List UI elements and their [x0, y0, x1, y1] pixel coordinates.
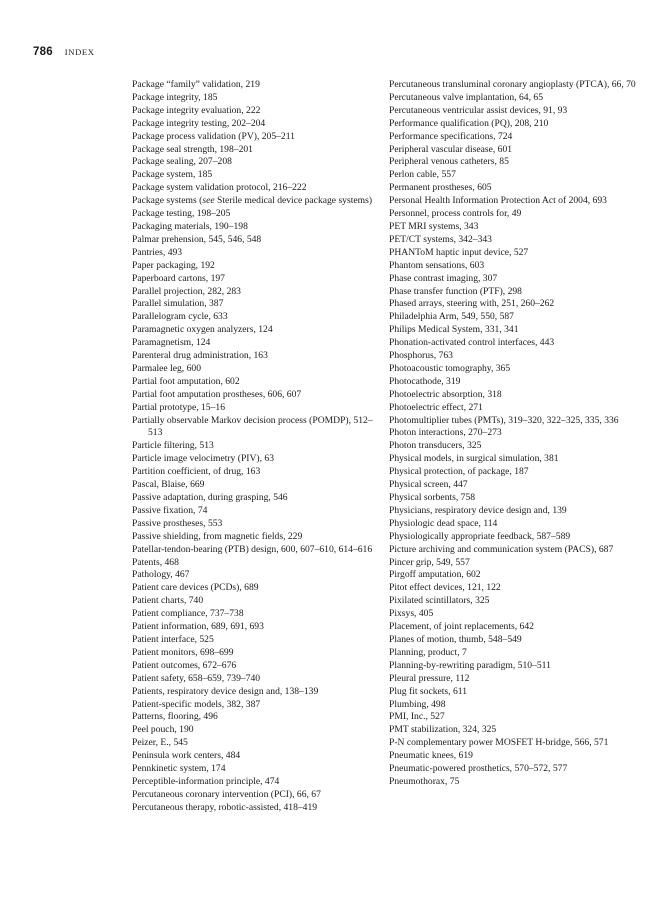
index-entry: Photon transducers, 325 [389, 440, 482, 452]
index-entry: Parenteral drug administration, 163 [132, 350, 268, 362]
index-entry [132, 195, 380, 208]
index-entry: Philadelphia Arm, 549, 550, 587 [389, 311, 514, 323]
index-entry: Pleural pressure, 112 [389, 672, 470, 684]
index-entry: Packaging materials, 190–198 [132, 220, 248, 232]
index-entry: Patient care devices (PCDs), 689 [132, 582, 259, 594]
index-entry: Personnel, process controls for, 49 [389, 208, 522, 220]
index-entry: Peninsula work centers, 484 [132, 750, 241, 762]
index-entry: Patient compliance, 737–738 [132, 608, 244, 620]
index-entry: Phantom sensations, 603 [389, 259, 485, 271]
index-entry: Perlon cable, 557 [389, 169, 456, 181]
index-entry: Pixilated scintillators, 325 [389, 595, 490, 607]
index-entry: PET/CT systems, 342–343 [389, 233, 492, 245]
index-entry: Plumbing, 498 [389, 698, 446, 710]
index-entry: Percutaneous therapy, robotic-assisted, 418–419 [132, 801, 318, 813]
index-entry: Photomultiplier tubes (PMTs), 319–320, 322–325, 335, 336 [389, 414, 619, 426]
index-entry: Patient information, 689, 691, 693 [132, 621, 264, 633]
index-entry: Peripheral venous catheters, 85 [389, 156, 509, 168]
page-header [33, 46, 95, 60]
index-entry: Planes of motion, thumb, 548–549 [389, 633, 522, 645]
index-entry: Paramagnetism, 124 [132, 337, 211, 349]
index-entry: Package testing, 198–205 [132, 208, 231, 220]
index-entry: Phase transfer function (PTF), 298 [389, 285, 522, 297]
page-number: 786 [33, 46, 53, 58]
index-entry: Patient monitors, 698–699 [132, 646, 234, 658]
index-entry: Pitot effect devices, 121, 122 [389, 582, 501, 594]
index-entry: Performance qualification (PQ), 208, 210 [389, 117, 549, 129]
index-entry: Package process validation (PV), 205–211 [132, 130, 295, 142]
index-entry: Patents, 468 [132, 556, 179, 568]
index-entry: Percutaneous valve implantation, 64, 65 [389, 91, 543, 103]
index-entry: Package sealing, 207–208 [132, 156, 232, 168]
index-entry: Paper packaging, 192 [132, 259, 215, 271]
index-entry: Patient outcomes, 672–676 [132, 659, 237, 671]
index-entry: Pennkinetic system, 174 [132, 763, 226, 775]
index-entry: Palmar prehension, 545, 546, 548 [132, 233, 262, 245]
index-entry: Patient safety, 658–659, 739–740 [132, 672, 261, 684]
index-entry: Parallelogram cycle, 633 [132, 311, 228, 323]
index-entry: PET MRI systems, 343 [389, 220, 479, 232]
index-column-right [389, 79, 641, 789]
index-entry: Parallel projection, 282, 283 [132, 285, 241, 297]
index-entry: Performance specifications, 724 [389, 130, 513, 142]
index-entry: Permanent prostheses, 605 [389, 182, 492, 194]
index-entry: Plug fit sockets, 611 [389, 685, 467, 697]
index-entry: Photoelectric effect, 271 [389, 401, 483, 413]
index-entry: Physical screen, 447 [389, 479, 468, 491]
index-entry: Photoelectric absorption, 318 [389, 388, 502, 400]
index-entry: Paramagnetic oxygen analyzers, 124 [132, 324, 273, 336]
index-entry: Percutaneous coronary intervention (PCI), 66, 67 [132, 788, 321, 800]
index-entry: Personal Health Information Protection Act of 2004, 693 [389, 195, 607, 207]
index-entry: Parallel simulation, 387 [132, 298, 224, 310]
index-entry: Package integrity, 185 [132, 91, 218, 103]
index-entry: Peripheral vascular disease, 601 [389, 143, 513, 155]
index-entry: Physicians, respiratory device design and, 139 [389, 504, 567, 516]
index-entry: Package integrity evaluation, 222 [132, 104, 261, 116]
index-entry: Planning-by-rewriting paradigm, 510–511 [389, 659, 551, 671]
index-entry: Photoacoustic tomography, 365 [389, 362, 511, 374]
index-entry: Pascal, Blaise, 669 [132, 479, 205, 491]
index-entry: Passive shielding, from magnetic fields, 229 [132, 530, 303, 542]
index-entry: Partial foot amputation, 602 [132, 375, 240, 387]
index-entry: PMT stabilization, 324, 325 [389, 724, 497, 736]
index-entry: Patient-specific models, 382, 387 [132, 698, 261, 710]
index-entry: Pneumatic knees, 619 [389, 750, 473, 762]
index-entry-italic: see [202, 195, 215, 207]
index-entry: Partially observable Markov decision process (POMDP), 512–513 [132, 414, 373, 439]
index-entry: Parmalee leg, 600 [132, 362, 201, 374]
index-entry: Placement, of joint replacements, 642 [389, 621, 534, 633]
index-entry: Percutaneous ventricular assist devices, 91, 93 [389, 104, 568, 116]
index-entry: Pneumothorax, 75 [389, 775, 460, 787]
index-entry: Planning, product, 7 [389, 646, 467, 658]
running-head: INDEX [64, 47, 95, 57]
index-entry: Physical protection, of package, 187 [389, 466, 529, 478]
index-entry: Physical sorbents, 758 [389, 492, 476, 503]
index-entry: Pirgoff amputation, 602 [389, 569, 481, 581]
index-entry: Phase contrast imaging, 307 [389, 272, 498, 284]
index-entry: Passive prostheses, 553 [132, 517, 223, 529]
index-entry: Perceptible-information principle, 474 [132, 775, 280, 787]
index-entry: Patient charts, 740 [132, 595, 204, 607]
index-entry-after: Sterile medical device package systems) [214, 195, 373, 207]
index-entry: Package system, 185 [132, 169, 213, 181]
index-entry: P-N complementary power MOSFET H-bridge, 566, 571 [389, 737, 609, 749]
index-entry: Peizer, E., 545 [132, 737, 188, 749]
index-entry: Paperboard cartons, 197 [132, 272, 225, 284]
index-entry: Picture archiving and communication system (PACS), 687 [389, 543, 614, 555]
index-entry: Passive adaptation, during grasping, 546 [132, 492, 288, 503]
index-entry: Partial prototype, 15–16 [132, 401, 225, 413]
index-entry: Patients, respiratory device design and, 138–139 [132, 685, 319, 697]
index-entry: Percutaneous transluminal coronary angioplasty (PTCA), 66, 70 [389, 79, 636, 90]
index-entry: Particle image velocimetry (PIV), 63 [132, 453, 274, 465]
index-column-left [132, 79, 380, 815]
index-entry: Physical models, in surgical simulation, 381 [389, 453, 559, 465]
index-entry: Pincer grip, 549, 557 [389, 556, 470, 568]
index-entry: Pneumatic-powered prosthetics, 570–572, 577 [389, 763, 568, 775]
index-entry: Patient interface, 525 [132, 633, 214, 645]
index-entry: Philips Medical System, 331, 341 [389, 324, 519, 336]
index-entry: Photon interactions, 270–273 [389, 427, 502, 439]
index-entry: Phosphorus, 763 [389, 350, 453, 362]
index-entry: Pathology, 467 [132, 569, 190, 581]
index-entry: Pixsys, 405 [389, 608, 434, 620]
index-entry: PHANToM haptic input device, 527 [389, 246, 529, 258]
index-entry: Partition coefficient, of drug, 163 [132, 466, 261, 478]
index-entry: Particle filtering, 513 [132, 440, 214, 452]
index-entry: Package seal strength, 198–201 [132, 143, 253, 155]
index-entry: Phased arrays, steering with, 251, 260–262 [389, 298, 555, 310]
index-entry: Patellar-tendon-bearing (PTB) design, 600, 607–610, 614–616 [132, 543, 373, 555]
index-entry: Peel pouch, 190 [132, 724, 194, 736]
index-entry-before: Package systems ( [132, 195, 203, 207]
index-entry: Physiologically appropriate feedback, 587–589 [389, 530, 571, 542]
index-entry: PMI, Inc., 527 [389, 711, 445, 723]
index-entry: Patterns, flooring, 496 [132, 711, 218, 723]
index-entry: Package integrity testing, 202–204 [132, 117, 266, 129]
index-entry: Physiologic dead space, 114 [389, 517, 498, 529]
index-entry: Photocathode, 319 [389, 375, 461, 387]
index-entry: Package system validation protocol, 216–222 [132, 182, 307, 194]
index-entry: Pantries, 493 [132, 246, 183, 258]
index-entry: Passive fixation, 74 [132, 504, 208, 516]
index-entry: Partial foot amputation prostheses, 606, 607 [132, 388, 302, 400]
index-entry: Package “family” validation, 219 [132, 79, 260, 90]
index-entry: Phonation-activated control interfaces, 443 [389, 337, 555, 349]
